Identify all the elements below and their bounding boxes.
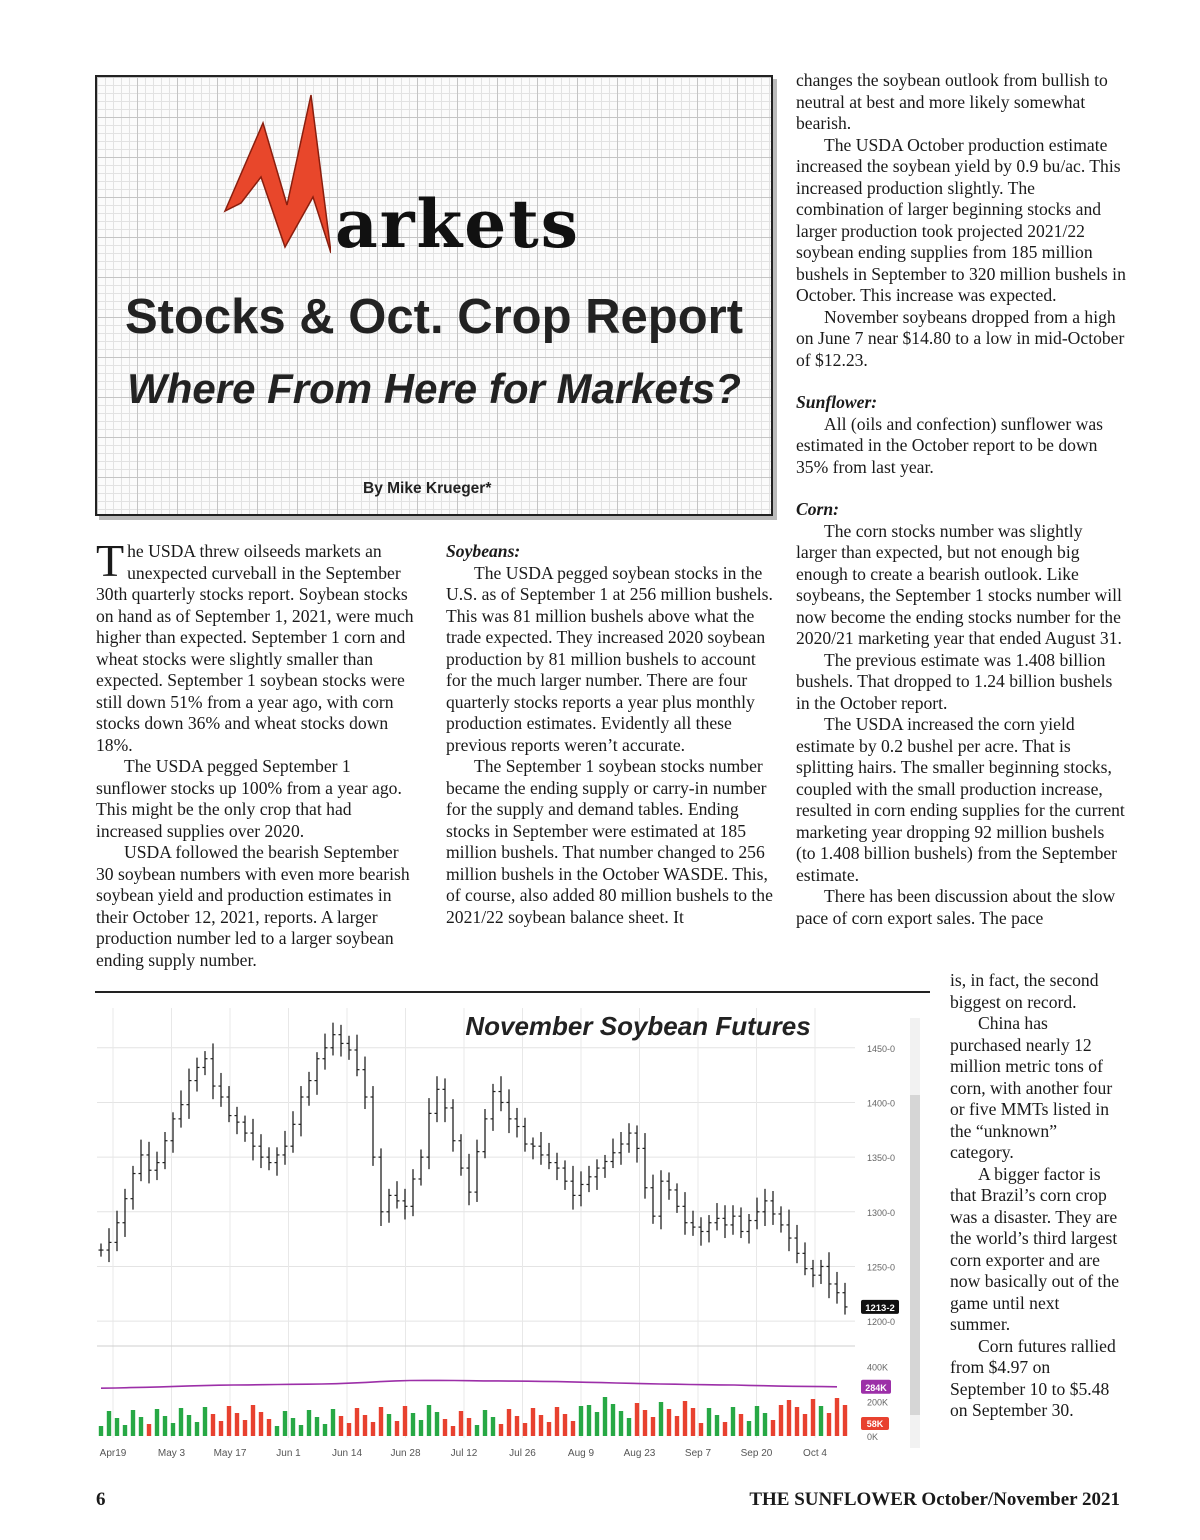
volume-bar bbox=[259, 1412, 263, 1436]
volume-bar bbox=[675, 1416, 679, 1436]
volume-bar bbox=[683, 1401, 687, 1436]
logo-m-icon bbox=[223, 85, 331, 257]
volume-bar bbox=[243, 1420, 247, 1436]
volume-bar bbox=[435, 1412, 439, 1436]
paragraph: USDA followed the bearish September 30 soybean numbers with even more bearish soybean yield and production estimates in their October 12, 2021, reports. A larger production number led to a larger soybean ending supply number. bbox=[96, 842, 410, 970]
paragraph: The previous estimate was 1.408 billion bushels. That dropped to 1.24 billion bushels in the October report. bbox=[796, 649, 1113, 713]
volume-bar bbox=[195, 1422, 199, 1436]
volume-bar bbox=[539, 1415, 543, 1436]
volume-bar bbox=[267, 1419, 271, 1436]
section-heading-corn: Corn: bbox=[796, 499, 840, 519]
last-price-label: 1213-2 bbox=[865, 1302, 895, 1314]
x-tick-label: Aug 23 bbox=[623, 1448, 656, 1459]
drop-cap: T bbox=[96, 535, 125, 586]
title-box bbox=[95, 75, 773, 516]
article-column-2 bbox=[446, 541, 774, 928]
x-tick-label: Jul 12 bbox=[450, 1448, 478, 1459]
volume-bar bbox=[299, 1425, 303, 1436]
x-tick-label: Jul 26 bbox=[509, 1448, 536, 1459]
paragraph: November soybeans dropped from a high on June 7 near $14.80 to a low in mid-October of $12.23. bbox=[796, 306, 1125, 370]
volume-bar bbox=[139, 1417, 143, 1436]
volume-bar bbox=[611, 1404, 615, 1436]
volume-bar bbox=[603, 1397, 607, 1436]
y-tick-label: 1250-0 bbox=[867, 1262, 896, 1273]
article-column-1 bbox=[96, 535, 418, 971]
volume-bar bbox=[627, 1418, 631, 1436]
volume-bar bbox=[635, 1403, 639, 1436]
volume-bar bbox=[787, 1400, 791, 1436]
headline: Stocks & Oct. Crop Report bbox=[124, 290, 744, 344]
volume-bar bbox=[515, 1416, 519, 1436]
volume-bar bbox=[811, 1399, 815, 1436]
volume-bar bbox=[531, 1408, 535, 1436]
volume-bar bbox=[523, 1423, 527, 1436]
soybean-futures-chart bbox=[95, 1000, 930, 1470]
y-tick-label: 1350-0 bbox=[867, 1153, 896, 1164]
volume-bar bbox=[819, 1406, 823, 1436]
paragraph: All (oils and confection) sunflower was estimated in the October report to be down 35% from last year. bbox=[796, 413, 1103, 477]
volume-bar bbox=[843, 1405, 847, 1436]
paragraph: There has been discussion about the slow pace of corn export sales. The pace bbox=[796, 886, 1116, 928]
volume-bar bbox=[691, 1408, 695, 1436]
volume-bar bbox=[739, 1414, 743, 1436]
volume-bar bbox=[835, 1398, 839, 1436]
volume-bar bbox=[579, 1406, 583, 1436]
x-tick-label: Jun 1 bbox=[276, 1448, 301, 1459]
volume-bar bbox=[123, 1425, 127, 1436]
volume-bar bbox=[291, 1418, 295, 1436]
oi-label: 284K bbox=[865, 1382, 887, 1393]
volume-bar bbox=[387, 1414, 391, 1436]
volume-bar bbox=[715, 1415, 719, 1436]
logo-wordmark: arkets bbox=[335, 185, 580, 263]
x-tick-label: May 3 bbox=[157, 1448, 186, 1459]
volume-bar bbox=[507, 1409, 511, 1436]
volume-bar bbox=[491, 1417, 495, 1436]
volume-bar bbox=[795, 1407, 799, 1436]
volume-bar bbox=[403, 1406, 407, 1436]
volume-bar bbox=[747, 1421, 751, 1436]
subhead: Where From Here for Markets? bbox=[127, 365, 741, 412]
oi-axis-label: 200K bbox=[867, 1397, 889, 1408]
volume-bar bbox=[659, 1402, 663, 1436]
volume-bar bbox=[427, 1405, 431, 1436]
volume-bar bbox=[235, 1413, 239, 1436]
paragraph: China has purchased nearly 12 million metric tons of corn, with another four or five MMTs listed in the “unknown” category. bbox=[950, 1013, 1113, 1162]
volume-bar bbox=[619, 1411, 623, 1436]
paragraph: The September 1 soybean stocks number became the ending supply or carry-in number for the supply and demand tables. Ending stocks in September were estimated at 185 million bushels. That number changed to 256 million bushels in the October WASDE. This, of course, also added 80 million bushels to the 2021/22 soybean balance sheet. It bbox=[446, 756, 773, 927]
volume-bar bbox=[131, 1410, 135, 1436]
y-tick-label: 1300-0 bbox=[867, 1207, 896, 1218]
paragraph: The USDA pegged soybean stocks in the U.S. as of September 1 at 256 million bushels. This was 81 million bushels above what the trade expected. They increased 2020 soybean production by 81 million bushels to account for the much larger number. There are four quarterly stocks reports a year plus monthly production estimates. Evidently all these previous reports weren’t accurate. bbox=[446, 562, 773, 755]
oi-axis-label: 0K bbox=[867, 1432, 879, 1442]
volume-bar bbox=[227, 1406, 231, 1436]
paragraph: The USDA threw oilseeds markets an unexpected curveball in the September 30th quarterly stocks report. Soybean stocks on hand as of September 1, 2021, were much higher than expected. September 1 corn and wheat stocks were slightly smaller than expected. September 1 soybean stocks were still down 51% from a year ago, with corn stocks down 36% and wheat stocks down 18%. bbox=[96, 535, 414, 755]
volume-bar bbox=[315, 1417, 319, 1436]
volume-bar bbox=[459, 1411, 463, 1436]
paragraph: Corn futures rallied from $4.97 on September 10 to $5.48 on September 30. bbox=[950, 1335, 1116, 1420]
article-column-3 bbox=[796, 70, 1126, 929]
volume-bar bbox=[571, 1421, 575, 1436]
volume-bar bbox=[379, 1407, 383, 1436]
article-column-4 bbox=[950, 970, 1122, 1422]
paragraph: The USDA October production estimate increased the soybean yield by 0.9 bu/ac. This increased production slightly. The combination of larger beginning stocks and larger production took projected 2021/22 soybean ending supplies from 185 million bushels in September to 320 million bushels in October. This increase was expected. bbox=[796, 134, 1126, 305]
page-number: 6 bbox=[96, 1489, 106, 1510]
chart-title: November Soybean Futures bbox=[465, 1011, 811, 1041]
volume-bar bbox=[419, 1420, 423, 1436]
volume-bar bbox=[483, 1410, 487, 1436]
volume-bar bbox=[547, 1422, 551, 1436]
section-heading-sunflower: Sunflower: bbox=[796, 392, 878, 412]
x-tick-label: Jun 14 bbox=[331, 1448, 363, 1459]
divider-rule bbox=[95, 991, 930, 993]
volume-bar bbox=[395, 1421, 399, 1436]
x-tick-label: Sep 20 bbox=[740, 1448, 773, 1459]
paragraph: The USDA increased the corn yield estimate by 0.2 bushel per acre. That is splitting hairs. The smaller beginning stocks, coupled with the small production increase, resulted in corn ending supplies for the current marketing year dropping 92 million bushels (to 1.408 billion bushels) from the September estimate. bbox=[796, 714, 1125, 885]
volume-bar bbox=[107, 1411, 111, 1436]
volume-bar bbox=[827, 1413, 831, 1436]
paragraph: is, in fact, the second biggest on record. bbox=[950, 970, 1099, 1012]
volume-label: 58K bbox=[866, 1419, 884, 1429]
paragraph: The USDA pegged September 1 sunflower stocks up 100% from a year ago. This might be the only crop that had increased supplies over 2020. bbox=[96, 756, 402, 841]
volume-bar bbox=[179, 1408, 183, 1436]
volume-bar bbox=[147, 1424, 151, 1436]
volume-bar bbox=[595, 1412, 599, 1436]
publication-footer: THE SUNFLOWER October/November 2021 bbox=[749, 1489, 1120, 1510]
volume-bar bbox=[587, 1405, 591, 1436]
section-heading-soybeans: Soybeans: bbox=[446, 541, 521, 561]
paragraph: The corn stocks number was slightly larger than expected, but not enough big enough to create a bearish outlook. Like soybeans, the September 1 stocks number will now become the ending stocks number for the 2020/21 marketing year that ended August 31. bbox=[796, 520, 1122, 648]
paragraph: A bigger factor is that Brazil’s corn crop was a disaster. They are the world’s third largest corn exporter and are now basically out of the game until next summer. bbox=[950, 1163, 1120, 1334]
volume-bar bbox=[731, 1407, 735, 1436]
volume-bar bbox=[307, 1410, 311, 1436]
volume-bar bbox=[803, 1414, 807, 1436]
volume-bar bbox=[283, 1411, 287, 1436]
volume-bar bbox=[211, 1414, 215, 1436]
volume-bar bbox=[755, 1406, 759, 1436]
byline: By Mike Krueger* bbox=[363, 480, 492, 497]
volume-bar bbox=[163, 1416, 167, 1436]
volume-bar bbox=[499, 1424, 503, 1436]
x-tick-label: Oct 4 bbox=[803, 1448, 827, 1459]
volume-bar bbox=[763, 1413, 767, 1436]
volume-bar bbox=[475, 1425, 479, 1436]
x-tick-label: Jun 28 bbox=[390, 1448, 421, 1459]
volume-bar bbox=[219, 1421, 223, 1436]
volume-bar bbox=[171, 1423, 175, 1436]
volume-bar bbox=[115, 1418, 119, 1436]
volume-bar bbox=[651, 1417, 655, 1436]
x-tick-label: Aug 9 bbox=[567, 1448, 595, 1459]
oi-axis-label: 400K bbox=[867, 1362, 889, 1373]
volume-bar bbox=[467, 1418, 471, 1436]
volume-bar bbox=[667, 1409, 671, 1436]
volume-bar bbox=[451, 1426, 455, 1436]
x-tick-label: May 17 bbox=[213, 1448, 247, 1459]
volume-bar bbox=[323, 1424, 327, 1436]
volume-bar bbox=[331, 1409, 335, 1436]
volume-bar bbox=[203, 1407, 207, 1436]
volume-bar bbox=[155, 1409, 159, 1436]
volume-bar bbox=[275, 1426, 279, 1436]
volume-bar bbox=[355, 1408, 359, 1436]
paragraph: changes the soybean outlook from bullish to neutral at best and more likely somewhat bearish. bbox=[796, 70, 1108, 133]
volume-bar bbox=[339, 1416, 343, 1436]
volume-bar bbox=[771, 1420, 775, 1436]
volume-bar bbox=[251, 1405, 255, 1436]
volume-bar bbox=[699, 1423, 703, 1436]
volume-bar bbox=[707, 1408, 711, 1436]
volume-bar bbox=[443, 1419, 447, 1436]
y-tick-label: 1450-0 bbox=[867, 1043, 896, 1054]
volume-bar bbox=[643, 1410, 647, 1436]
volume-bar bbox=[563, 1414, 567, 1436]
x-tick-label: Apr19 bbox=[99, 1448, 127, 1459]
x-tick-label: Sep 7 bbox=[684, 1448, 712, 1459]
chart-scrollbar-thumb[interactable] bbox=[910, 1095, 920, 1415]
volume-bar bbox=[779, 1405, 783, 1436]
volume-bar bbox=[555, 1407, 559, 1436]
volume-bar bbox=[371, 1422, 375, 1436]
volume-bar bbox=[99, 1426, 103, 1436]
y-tick-label: 1400-0 bbox=[867, 1098, 896, 1109]
y-tick-label: 1200-0 bbox=[867, 1317, 896, 1328]
volume-bar bbox=[347, 1423, 351, 1436]
volume-bar bbox=[411, 1413, 415, 1436]
volume-bar bbox=[723, 1422, 727, 1436]
volume-bar bbox=[363, 1415, 367, 1436]
volume-bar bbox=[187, 1415, 191, 1436]
